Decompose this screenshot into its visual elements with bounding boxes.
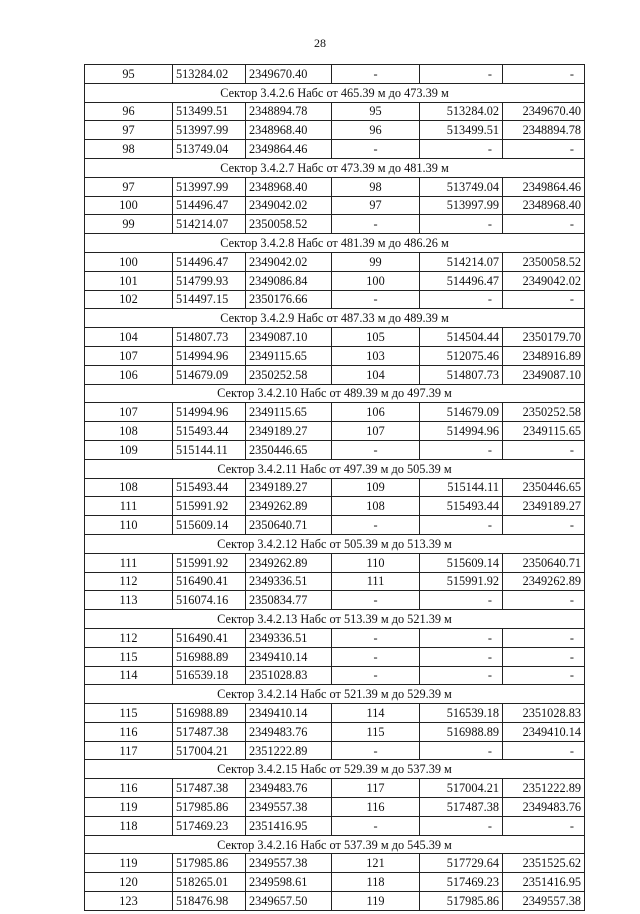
adjacent-point-number-cell: - (332, 816, 420, 835)
adjacent-x-coordinate-cell: 515609.14 (420, 553, 503, 572)
x-coordinate-cell: 517487.38 (173, 722, 246, 741)
adjacent-x-coordinate-cell: 515991.92 (420, 572, 503, 591)
table-row (85, 290, 585, 309)
sector-header-row (85, 610, 585, 629)
adjacent-x-coordinate-cell: - (420, 741, 503, 760)
table-row (85, 271, 585, 290)
table-row (85, 177, 585, 196)
x-coordinate-cell: 517469.23 (173, 816, 246, 835)
x-coordinate-cell: 515609.14 (173, 516, 246, 535)
point-number-cell: 119 (85, 854, 173, 873)
adjacent-point-number-cell: 103 (332, 346, 420, 365)
point-number-cell: 100 (85, 196, 173, 215)
adjacent-point-number-cell: 118 (332, 873, 420, 892)
adjacent-x-coordinate-cell: 514679.09 (420, 403, 503, 422)
table-row (85, 628, 585, 647)
adjacent-x-coordinate-cell: - (420, 440, 503, 459)
y-coordinate-cell: 2348968.40 (246, 177, 332, 196)
adjacent-point-number-cell: 114 (332, 704, 420, 723)
sector-header-row (85, 685, 585, 704)
y-coordinate-cell: 2349115.65 (246, 403, 332, 422)
y-coordinate-cell: 2349410.14 (246, 704, 332, 723)
y-coordinate-cell: 2349336.51 (246, 628, 332, 647)
point-number-cell: 97 (85, 177, 173, 196)
point-number-cell: 115 (85, 647, 173, 666)
adjacent-y-coordinate-cell: 2348968.40 (503, 196, 585, 215)
adjacent-y-coordinate-cell: - (503, 591, 585, 610)
table-row (85, 252, 585, 271)
x-coordinate-cell: 517985.86 (173, 854, 246, 873)
y-coordinate-cell: 2350176.66 (246, 290, 332, 309)
adjacent-y-coordinate-cell: 2350179.70 (503, 328, 585, 347)
adjacent-y-coordinate-cell: 2350058.52 (503, 252, 585, 271)
x-coordinate-cell: 514214.07 (173, 215, 246, 234)
adjacent-y-coordinate-cell: 2349087.10 (503, 365, 585, 384)
table-row (85, 873, 585, 892)
adjacent-y-coordinate-cell: - (503, 628, 585, 647)
point-number-cell: 101 (85, 271, 173, 290)
adjacent-y-coordinate-cell: - (503, 215, 585, 234)
table-row (85, 102, 585, 121)
x-coordinate-cell: 515493.44 (173, 478, 246, 497)
x-coordinate-cell: 514799.93 (173, 271, 246, 290)
adjacent-y-coordinate-cell: - (503, 516, 585, 535)
y-coordinate-cell: 2349557.38 (246, 798, 332, 817)
table-row (85, 892, 585, 911)
adjacent-point-number-cell: 115 (332, 722, 420, 741)
adjacent-x-coordinate-cell: 513499.51 (420, 121, 503, 140)
adjacent-x-coordinate-cell: - (420, 666, 503, 685)
adjacent-x-coordinate-cell: 514496.47 (420, 271, 503, 290)
x-coordinate-cell: 516074.16 (173, 591, 246, 610)
adjacent-x-coordinate-cell: 515144.11 (420, 478, 503, 497)
adjacent-point-number-cell: - (332, 215, 420, 234)
adjacent-x-coordinate-cell: 514994.96 (420, 422, 503, 441)
adjacent-y-coordinate-cell: 2349115.65 (503, 422, 585, 441)
sector-header-row (85, 459, 585, 478)
table-row (85, 591, 585, 610)
adjacent-x-coordinate-cell: - (420, 647, 503, 666)
point-number-cell: 100 (85, 252, 173, 271)
adjacent-y-coordinate-cell: 2351222.89 (503, 779, 585, 798)
x-coordinate-cell: 516490.41 (173, 572, 246, 591)
table-row (85, 798, 585, 817)
point-number-cell: 107 (85, 403, 173, 422)
y-coordinate-cell: 2349086.84 (246, 271, 332, 290)
y-coordinate-cell: 2349864.46 (246, 140, 332, 159)
adjacent-y-coordinate-cell: - (503, 741, 585, 760)
point-number-cell: 108 (85, 478, 173, 497)
table-row (85, 854, 585, 873)
adjacent-y-coordinate-cell: 2348894.78 (503, 121, 585, 140)
x-coordinate-cell: 513284.02 (173, 65, 246, 84)
coordinates-table (84, 64, 585, 911)
adjacent-x-coordinate-cell: 513284.02 (420, 102, 503, 121)
point-number-cell: 123 (85, 892, 173, 911)
y-coordinate-cell: 2349557.38 (246, 854, 332, 873)
table-row (85, 328, 585, 347)
point-number-cell: 114 (85, 666, 173, 685)
table-row (85, 403, 585, 422)
point-number-cell: 112 (85, 572, 173, 591)
y-coordinate-cell: 2349262.89 (246, 497, 332, 516)
point-number-cell: 120 (85, 873, 173, 892)
adjacent-y-coordinate-cell: - (503, 647, 585, 666)
sector-header-row (85, 534, 585, 553)
adjacent-point-number-cell: 97 (332, 196, 420, 215)
x-coordinate-cell: 516988.89 (173, 704, 246, 723)
sector-label: Сектор 3.4.2.12 Набс от 505.39 м до 513.39 м (85, 534, 585, 553)
y-coordinate-cell: 2349087.10 (246, 328, 332, 347)
point-number-cell: 106 (85, 365, 173, 384)
sector-label: Сектор 3.4.2.10 Набс от 489.39 м до 497.39 м (85, 384, 585, 403)
x-coordinate-cell: 516988.89 (173, 647, 246, 666)
sector-header-row (85, 309, 585, 328)
adjacent-y-coordinate-cell: 2348916.89 (503, 346, 585, 365)
y-coordinate-cell: 2349410.14 (246, 647, 332, 666)
adjacent-y-coordinate-cell: 2349262.89 (503, 572, 585, 591)
adjacent-point-number-cell: - (332, 628, 420, 647)
y-coordinate-cell: 2350058.52 (246, 215, 332, 234)
table-row (85, 666, 585, 685)
y-coordinate-cell: 2349336.51 (246, 572, 332, 591)
adjacent-y-coordinate-cell: 2349670.40 (503, 102, 585, 121)
x-coordinate-cell: 514994.96 (173, 403, 246, 422)
adjacent-x-coordinate-cell: 516988.89 (420, 722, 503, 741)
point-number-cell: 99 (85, 215, 173, 234)
adjacent-point-number-cell: 106 (332, 403, 420, 422)
adjacent-y-coordinate-cell: 2351028.83 (503, 704, 585, 723)
x-coordinate-cell: 514994.96 (173, 346, 246, 365)
adjacent-point-number-cell: - (332, 516, 420, 535)
table-row (85, 779, 585, 798)
adjacent-y-coordinate-cell: 2349410.14 (503, 722, 585, 741)
adjacent-y-coordinate-cell: 2349042.02 (503, 271, 585, 290)
point-number-cell: 107 (85, 346, 173, 365)
adjacent-x-coordinate-cell: 517469.23 (420, 873, 503, 892)
sector-header-row (85, 835, 585, 854)
sector-header-row (85, 760, 585, 779)
table-row (85, 572, 585, 591)
adjacent-y-coordinate-cell: - (503, 290, 585, 309)
adjacent-y-coordinate-cell: 2349864.46 (503, 177, 585, 196)
adjacent-x-coordinate-cell: - (420, 65, 503, 84)
y-coordinate-cell: 2350834.77 (246, 591, 332, 610)
y-coordinate-cell: 2349483.76 (246, 722, 332, 741)
point-number-cell: 95 (85, 65, 173, 84)
sector-label: Сектор 3.4.2.8 Набс от 481.39 м до 486.26 м (85, 234, 585, 253)
adjacent-point-number-cell: 99 (332, 252, 420, 271)
x-coordinate-cell: 513997.99 (173, 121, 246, 140)
sector-header-row (85, 158, 585, 177)
y-coordinate-cell: 2349670.40 (246, 65, 332, 84)
adjacent-point-number-cell: 111 (332, 572, 420, 591)
adjacent-y-coordinate-cell: 2351416.95 (503, 873, 585, 892)
adjacent-y-coordinate-cell: 2350252.58 (503, 403, 585, 422)
y-coordinate-cell: 2349042.02 (246, 196, 332, 215)
adjacent-x-coordinate-cell: - (420, 215, 503, 234)
adjacent-point-number-cell: - (332, 440, 420, 459)
point-number-cell: 115 (85, 704, 173, 723)
y-coordinate-cell: 2349262.89 (246, 553, 332, 572)
point-number-cell: 97 (85, 121, 173, 140)
adjacent-y-coordinate-cell: 2349557.38 (503, 892, 585, 911)
coordinates-table-body (85, 65, 585, 911)
adjacent-x-coordinate-cell: 517985.86 (420, 892, 503, 911)
adjacent-point-number-cell: 108 (332, 497, 420, 516)
table-row (85, 140, 585, 159)
adjacent-point-number-cell: 100 (332, 271, 420, 290)
adjacent-x-coordinate-cell: - (420, 591, 503, 610)
adjacent-y-coordinate-cell: 2350446.65 (503, 478, 585, 497)
y-coordinate-cell: 2349115.65 (246, 346, 332, 365)
adjacent-point-number-cell: 95 (332, 102, 420, 121)
y-coordinate-cell: 2349483.76 (246, 779, 332, 798)
adjacent-y-coordinate-cell: - (503, 816, 585, 835)
x-coordinate-cell: 514807.73 (173, 328, 246, 347)
adjacent-point-number-cell: - (332, 591, 420, 610)
y-coordinate-cell: 2349657.50 (246, 892, 332, 911)
table-row (85, 741, 585, 760)
adjacent-point-number-cell: 104 (332, 365, 420, 384)
adjacent-point-number-cell: 117 (332, 779, 420, 798)
y-coordinate-cell: 2350446.65 (246, 440, 332, 459)
adjacent-point-number-cell: - (332, 140, 420, 159)
adjacent-y-coordinate-cell: 2350640.71 (503, 553, 585, 572)
sector-label: Сектор 3.4.2.13 Набс от 513.39 м до 521.39 м (85, 610, 585, 629)
point-number-cell: 110 (85, 516, 173, 535)
x-coordinate-cell: 516490.41 (173, 628, 246, 647)
table-row (85, 346, 585, 365)
adjacent-y-coordinate-cell: - (503, 65, 585, 84)
adjacent-point-number-cell: - (332, 290, 420, 309)
adjacent-x-coordinate-cell: 515493.44 (420, 497, 503, 516)
point-number-cell: 112 (85, 628, 173, 647)
adjacent-x-coordinate-cell: 514504.44 (420, 328, 503, 347)
x-coordinate-cell: 514496.47 (173, 252, 246, 271)
adjacent-x-coordinate-cell: - (420, 290, 503, 309)
y-coordinate-cell: 2350640.71 (246, 516, 332, 535)
y-coordinate-cell: 2351028.83 (246, 666, 332, 685)
x-coordinate-cell: 517985.86 (173, 798, 246, 817)
point-number-cell: 109 (85, 440, 173, 459)
adjacent-x-coordinate-cell: - (420, 516, 503, 535)
y-coordinate-cell: 2349189.27 (246, 422, 332, 441)
adjacent-x-coordinate-cell: 517729.64 (420, 854, 503, 873)
table-row (85, 704, 585, 723)
sector-label: Сектор 3.4.2.11 Набс от 497.39 м до 505.39 м (85, 459, 585, 478)
point-number-cell: 96 (85, 102, 173, 121)
adjacent-x-coordinate-cell: 514807.73 (420, 365, 503, 384)
x-coordinate-cell: 517004.21 (173, 741, 246, 760)
sector-label: Сектор 3.4.2.15 Набс от 529.39 м до 537.39 м (85, 760, 585, 779)
point-number-cell: 116 (85, 779, 173, 798)
adjacent-point-number-cell: 107 (332, 422, 420, 441)
adjacent-point-number-cell: 109 (332, 478, 420, 497)
sector-label: Сектор 3.4.2.6 Набс от 465.39 м до 473.39 м (85, 83, 585, 102)
adjacent-point-number-cell: 105 (332, 328, 420, 347)
page-number: 28 (314, 36, 326, 50)
table-row (85, 516, 585, 535)
x-coordinate-cell: 513997.99 (173, 177, 246, 196)
x-coordinate-cell: 515144.11 (173, 440, 246, 459)
table-row (85, 553, 585, 572)
adjacent-y-coordinate-cell: - (503, 440, 585, 459)
point-number-cell: 102 (85, 290, 173, 309)
adjacent-x-coordinate-cell: - (420, 628, 503, 647)
point-number-cell: 108 (85, 422, 173, 441)
table-row (85, 215, 585, 234)
adjacent-x-coordinate-cell: 513749.04 (420, 177, 503, 196)
adjacent-point-number-cell: 98 (332, 177, 420, 196)
sector-label: Сектор 3.4.2.14 Набс от 521.39 м до 529.39 м (85, 685, 585, 704)
table-row (85, 440, 585, 459)
y-coordinate-cell: 2348894.78 (246, 102, 332, 121)
adjacent-point-number-cell: - (332, 647, 420, 666)
table-row (85, 478, 585, 497)
adjacent-y-coordinate-cell: 2351525.62 (503, 854, 585, 873)
point-number-cell: 118 (85, 816, 173, 835)
x-coordinate-cell: 516539.18 (173, 666, 246, 685)
adjacent-x-coordinate-cell: 516539.18 (420, 704, 503, 723)
sector-header-row (85, 83, 585, 102)
point-number-cell: 117 (85, 741, 173, 760)
point-number-cell: 116 (85, 722, 173, 741)
y-coordinate-cell: 2349189.27 (246, 478, 332, 497)
x-coordinate-cell: 514679.09 (173, 365, 246, 384)
sector-label: Сектор 3.4.2.9 Набс от 487.33 м до 489.39 м (85, 309, 585, 328)
x-coordinate-cell: 515991.92 (173, 497, 246, 516)
adjacent-point-number-cell: 110 (332, 553, 420, 572)
adjacent-x-coordinate-cell: 514214.07 (420, 252, 503, 271)
adjacent-x-coordinate-cell: 517004.21 (420, 779, 503, 798)
y-coordinate-cell: 2351222.89 (246, 741, 332, 760)
point-number-cell: 119 (85, 798, 173, 817)
y-coordinate-cell: 2351416.95 (246, 816, 332, 835)
y-coordinate-cell: 2349598.61 (246, 873, 332, 892)
adjacent-point-number-cell: 121 (332, 854, 420, 873)
table-row (85, 497, 585, 516)
x-coordinate-cell: 514497.15 (173, 290, 246, 309)
adjacent-point-number-cell: 119 (332, 892, 420, 911)
x-coordinate-cell: 513499.51 (173, 102, 246, 121)
x-coordinate-cell: 517487.38 (173, 779, 246, 798)
adjacent-point-number-cell: - (332, 741, 420, 760)
x-coordinate-cell: 515991.92 (173, 553, 246, 572)
adjacent-y-coordinate-cell: - (503, 140, 585, 159)
point-number-cell: 111 (85, 497, 173, 516)
table-row (85, 722, 585, 741)
sector-label: Сектор 3.4.2.16 Набс от 537.39 м до 545.39 м (85, 835, 585, 854)
table-row (85, 196, 585, 215)
sector-label: Сектор 3.4.2.7 Набс от 473.39 м до 481.39 м (85, 158, 585, 177)
adjacent-point-number-cell: 96 (332, 121, 420, 140)
point-number-cell: 98 (85, 140, 173, 159)
sector-header-row (85, 234, 585, 253)
adjacent-x-coordinate-cell: 512075.46 (420, 346, 503, 365)
point-number-cell: 113 (85, 591, 173, 610)
sector-header-row (85, 384, 585, 403)
adjacent-point-number-cell: 116 (332, 798, 420, 817)
x-coordinate-cell: 515493.44 (173, 422, 246, 441)
table-row (85, 121, 585, 140)
point-number-cell: 111 (85, 553, 173, 572)
adjacent-x-coordinate-cell: 517487.38 (420, 798, 503, 817)
table-row (85, 65, 585, 84)
adjacent-x-coordinate-cell: 513997.99 (420, 196, 503, 215)
x-coordinate-cell: 514496.47 (173, 196, 246, 215)
adjacent-x-coordinate-cell: - (420, 816, 503, 835)
x-coordinate-cell: 518476.98 (173, 892, 246, 911)
y-coordinate-cell: 2349042.02 (246, 252, 332, 271)
adjacent-y-coordinate-cell: 2349483.76 (503, 798, 585, 817)
y-coordinate-cell: 2350252.58 (246, 365, 332, 384)
adjacent-x-coordinate-cell: - (420, 140, 503, 159)
x-coordinate-cell: 518265.01 (173, 873, 246, 892)
adjacent-point-number-cell: - (332, 666, 420, 685)
x-coordinate-cell: 513749.04 (173, 140, 246, 159)
adjacent-y-coordinate-cell: - (503, 666, 585, 685)
adjacent-y-coordinate-cell: 2349189.27 (503, 497, 585, 516)
table-row (85, 816, 585, 835)
table-row (85, 422, 585, 441)
adjacent-point-number-cell: - (332, 65, 420, 84)
table-row (85, 647, 585, 666)
y-coordinate-cell: 2348968.40 (246, 121, 332, 140)
table-row (85, 365, 585, 384)
point-number-cell: 104 (85, 328, 173, 347)
